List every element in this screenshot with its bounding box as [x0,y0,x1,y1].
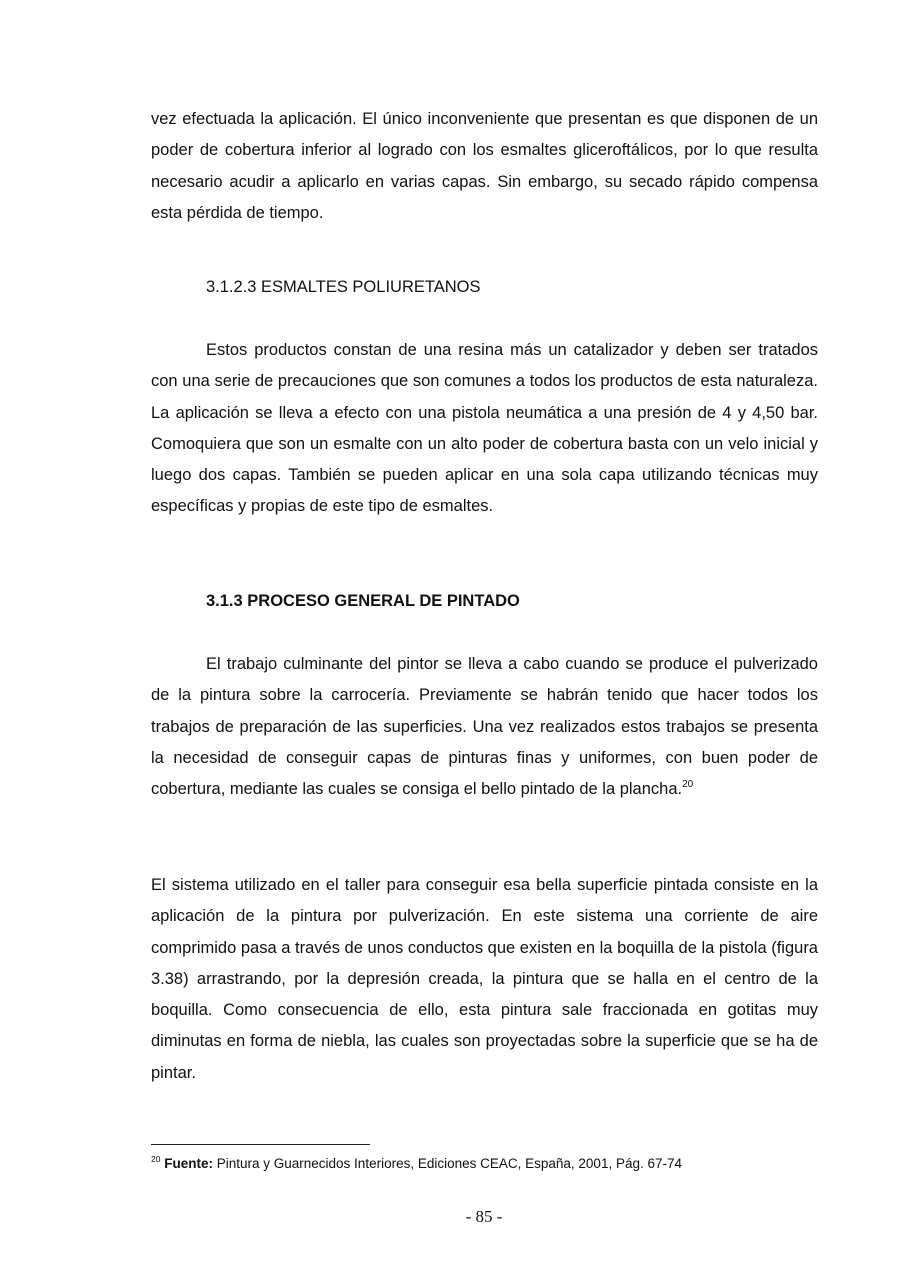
section-heading-esmaltes-poliuretanos: 3.1.2.3 ESMALTES POLIURETANOS [206,278,481,296]
paragraph-sistema [151,870,818,1089]
footnote-reference: 20 [682,779,694,791]
paragraph-text: El sistema utilizado en el taller para conseguir esa bella superficie pintada consiste en la aplicación de la pintura por pulverización. En este sistema una corriente de aire comprimido pasa a través de unos conductos que existen en la boquilla de la pistola (figura 3.38) arrastrando, por la depresión creada, la pintura que se halla en el centro de la boquilla. Como consecuencia de ello, esta pintura sale fraccionada en gotitas muy diminutas en forma de niebla, las cuales son proyectadas sobre la superficie que se ha de pintar. [151,876,818,1082]
paragraph-body: El trabajo culminante del pintor se lleva a cabo cuando se produce el pulverizado de la pintura sobre la carrocería. Previamente se habrán tenido que hacer todos los trabajos de preparación de las superficies. Una vez realizados estos trabajos se presenta la necesidad de conseguir capas de pinturas finas y uniformes, con buen poder de cobertura, mediante las cuales se consiga el bello pintado de la plancha. [151,655,818,799]
page-number: - 85 - [465,1207,503,1226]
footnote-number: 20 [151,1154,161,1164]
footnote-separator [151,1144,370,1145]
paragraph-continuation [151,104,818,229]
paragraph-text: Estos productos constan de una resina más un catalizador y deben ser tratados con una serie de precauciones que son comunes a todos los productos de esta naturaleza. La aplicación se lleva a efecto con una pistola neumática a una presión de 4 y 4,50 bar. Comoquiera que son un esmalte con un alto poder de cobertura basta con un velo inicial y luego dos capas. También se pueden aplicar en una sola capa utilizando técnicas muy específicas y propias de este tipo de esmaltes. [151,341,818,516]
section-heading-proceso-general: 3.1.3 PROCESO GENERAL DE PINTADO [206,592,520,610]
paragraph-poliuretanos [151,335,818,523]
footnote-text: Pintura y Guarnecidos Interiores, Ediciones CEAC, España, 2001, Pág. 67-74 [212,1156,682,1171]
paragraph-text: vez efectuada la aplicación. El único inconveniente que presentan es que disponen de un poder de cobertura inferior al logrado con los esmaltes gliceroftálicos, por lo que resulta necesario acudir a aplicarlo en varias capas. Sin embargo, su secado rápido compensa esta pérdida de tiempo. [151,110,818,222]
footnote [151,1155,831,1173]
footnote-label: Fuente: [164,1156,213,1171]
paragraph-proceso [151,649,818,805]
paragraph-text [151,649,818,805]
